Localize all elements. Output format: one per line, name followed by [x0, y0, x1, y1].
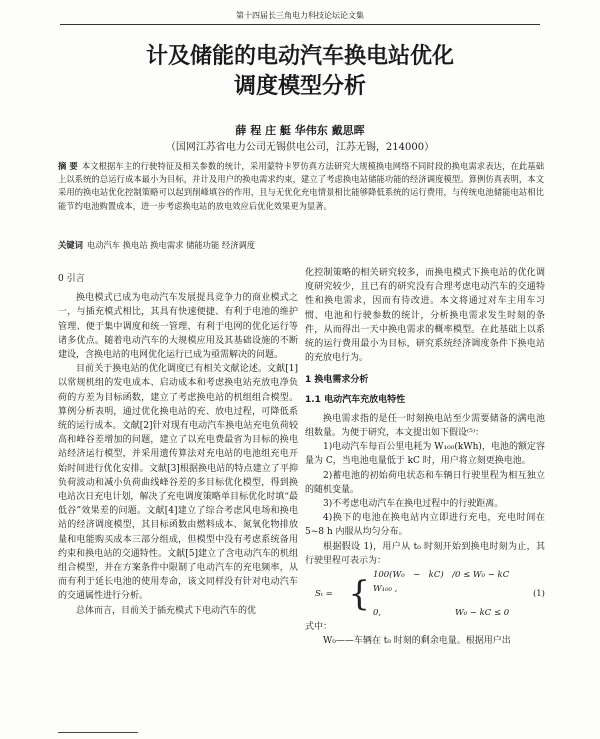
authors: 薛 程 庄 艇 华伟东 戴思晖	[235, 124, 365, 137]
right-column	[305, 266, 545, 648]
assumption-2: 2)蓄电池的初始荷电状态和车辆日行驶里程为相互独立的随机变量。	[305, 470, 545, 495]
paragraph: 根据假设 1)，用户从 t₀ 时刻开始到换电时刻为止，其行驶里程可表示为：	[305, 541, 545, 566]
case-2-expression: 0,	[372, 608, 382, 619]
title-line-2: 调度模型分析	[233, 74, 366, 99]
footnote-rule	[58, 732, 138, 733]
brace-symbol: {	[348, 574, 370, 615]
case-2-condition: W₀ − kC ≤ 0	[454, 608, 510, 619]
paragraph: 总体而言，目前关于插充模式下电动汽车的优	[76, 605, 257, 616]
section-introduction-heading: 0 引言	[58, 274, 85, 284]
keywords-text: 电动汽车 换电站 换电需求 储能功能 经济调度	[86, 240, 256, 250]
paper-title	[40, 42, 560, 102]
paragraph: 化控制策略的相关研究较多，而换电模式下换电站的优化调度研究较少，且已有的研究没有合理考虑电动汽车的交通特性和换电需求，因而有待改进。本文将通过对车主用车习惯、电池和行驶参数的统计，分析换电需求发生时刻的条件，从而得出一天中换电需求的概率模型。在此基础上以系统的运行费用最小为目标，研究系统经济调度条件下换电站的充放电行为。	[305, 268, 545, 364]
assumption-3: 3)不考虑电动汽车在换电过程中的行驶距离。	[323, 499, 504, 510]
section-1-1-heading: 1.1 电动汽车充放电特性	[305, 394, 406, 405]
case-1-expression: 100(W₀ − kC) / W₁₀₀ ,	[372, 569, 455, 594]
equation-lhs: Sₜ =	[315, 588, 333, 599]
case-1-condition: 0 ≤ W₀ − kC	[454, 569, 510, 580]
paragraph: 式中：	[305, 622, 333, 633]
keywords-label: 关键词	[58, 240, 83, 250]
keywords	[58, 239, 544, 251]
equation-1	[305, 569, 545, 619]
equation-cases	[373, 568, 525, 621]
equation-number: (1)	[532, 588, 545, 599]
paragraph: W₀——车辆在 t₀ 时刻的剩余电量。根据用户出	[323, 636, 511, 647]
abstract-label: 摘 要	[58, 161, 78, 171]
paragraph: 目前关于换电站的优化调度已有相关文献论述。文献[1]以常规机组的发电成本、启动成本和考虑换电站充放电净负荷的方差为目标函数，建立了考虑换电站的机组组合模型。算例分析表明，通过优化换电站的充、放电过程，可降低系统的运行成本。文献[2]针对现有电动汽车换电站充电负荷较高和峰谷差增加的问题，建立了以充电费最省为目标的换电站经济运行模型，并采用遗传算法对充电站的电池组充电开始时间进行优化安排。文献[3]根据换电站的特点建立了平抑负荷波动和减小负荷曲线峰谷差的多目标优化模型，得到换电站次日充电计划，解决了充电调度策略单目标优化时填“最低谷”效果差的问题。文献[4]建立了综合考虑风电场和换电站的经济调度模型，其目标函数由燃料成本、氮氧化物排放量和电能购买成本三部分组成，但模型中没有考虑系统备用约束和换电站的交通特性。文献[5]建立了含电动汽车的机组组合模型，并在方案条件中限制了电动汽车的充电频率，从而有利于延长电池的使用寿命，该文同样没有针对电动汽车的交通属性进行分析。	[58, 364, 298, 602]
assumption-4: 4)换下的电池在换电站内立即进行充电，充电时间在 5~8 h 内服从均匀分布。	[305, 513, 545, 538]
title-line-1: 计及储能的电动汽车换电站优化	[145, 44, 454, 69]
abstract-text: 本文根据车主的行驶特征及相关参数的统计，采用蒙特卡罗仿真方法研究大规模换电网络不同时段的换电需求表达，在此基础上以系统的总运行成本最小为目标，并计及用户的换电需求约束，建立了考虑换电站储能功能的经济调度模型。算例仿真表明，本文采用的换电站优化控制策略可以起到削峰填谷的作用，且与无优化充电情景相比能够降低系统的运行费用，与传统电池储能电站相比能节约电池购置成本，进一步考虑换电站的放电效应后优化效果更为显著。	[58, 161, 544, 211]
section-1-heading: 1 换电需求分析	[305, 375, 369, 386]
paragraph: 换电模式已成为电动汽车发展提具竞争力的商业模式之一，与插充模式相比，其具有快速便捷、有利于电池的维护管理、便于集中调度和统一管理、有利于电网的优化运行等诸多优点。随着电动汽车的大规模应用及其基础设施的不断建设，含换电站的电网优化运行已成为亟需解决的问题。	[58, 293, 298, 361]
abstract	[58, 160, 544, 213]
paragraph: 换电需求指的是任一时刻换电站至少需要储备的满电池组数量。为便于研究，本文提出如下假设⁽⁵⁾：	[305, 413, 545, 439]
affiliation: （国网江苏省电力公司无锡供电公司，江苏无锡，214000）	[165, 142, 435, 153]
running-header: 第十四届长三角电力科技论坛论文集	[60, 10, 540, 25]
left-column	[58, 268, 298, 618]
assumption-1: 1)电动汽车每百公里电耗为 W₁₀₀(kWh)，电池的额定容量为 C，当电池电量低于 kC 时，用户将立刻更换电池。	[305, 442, 545, 467]
